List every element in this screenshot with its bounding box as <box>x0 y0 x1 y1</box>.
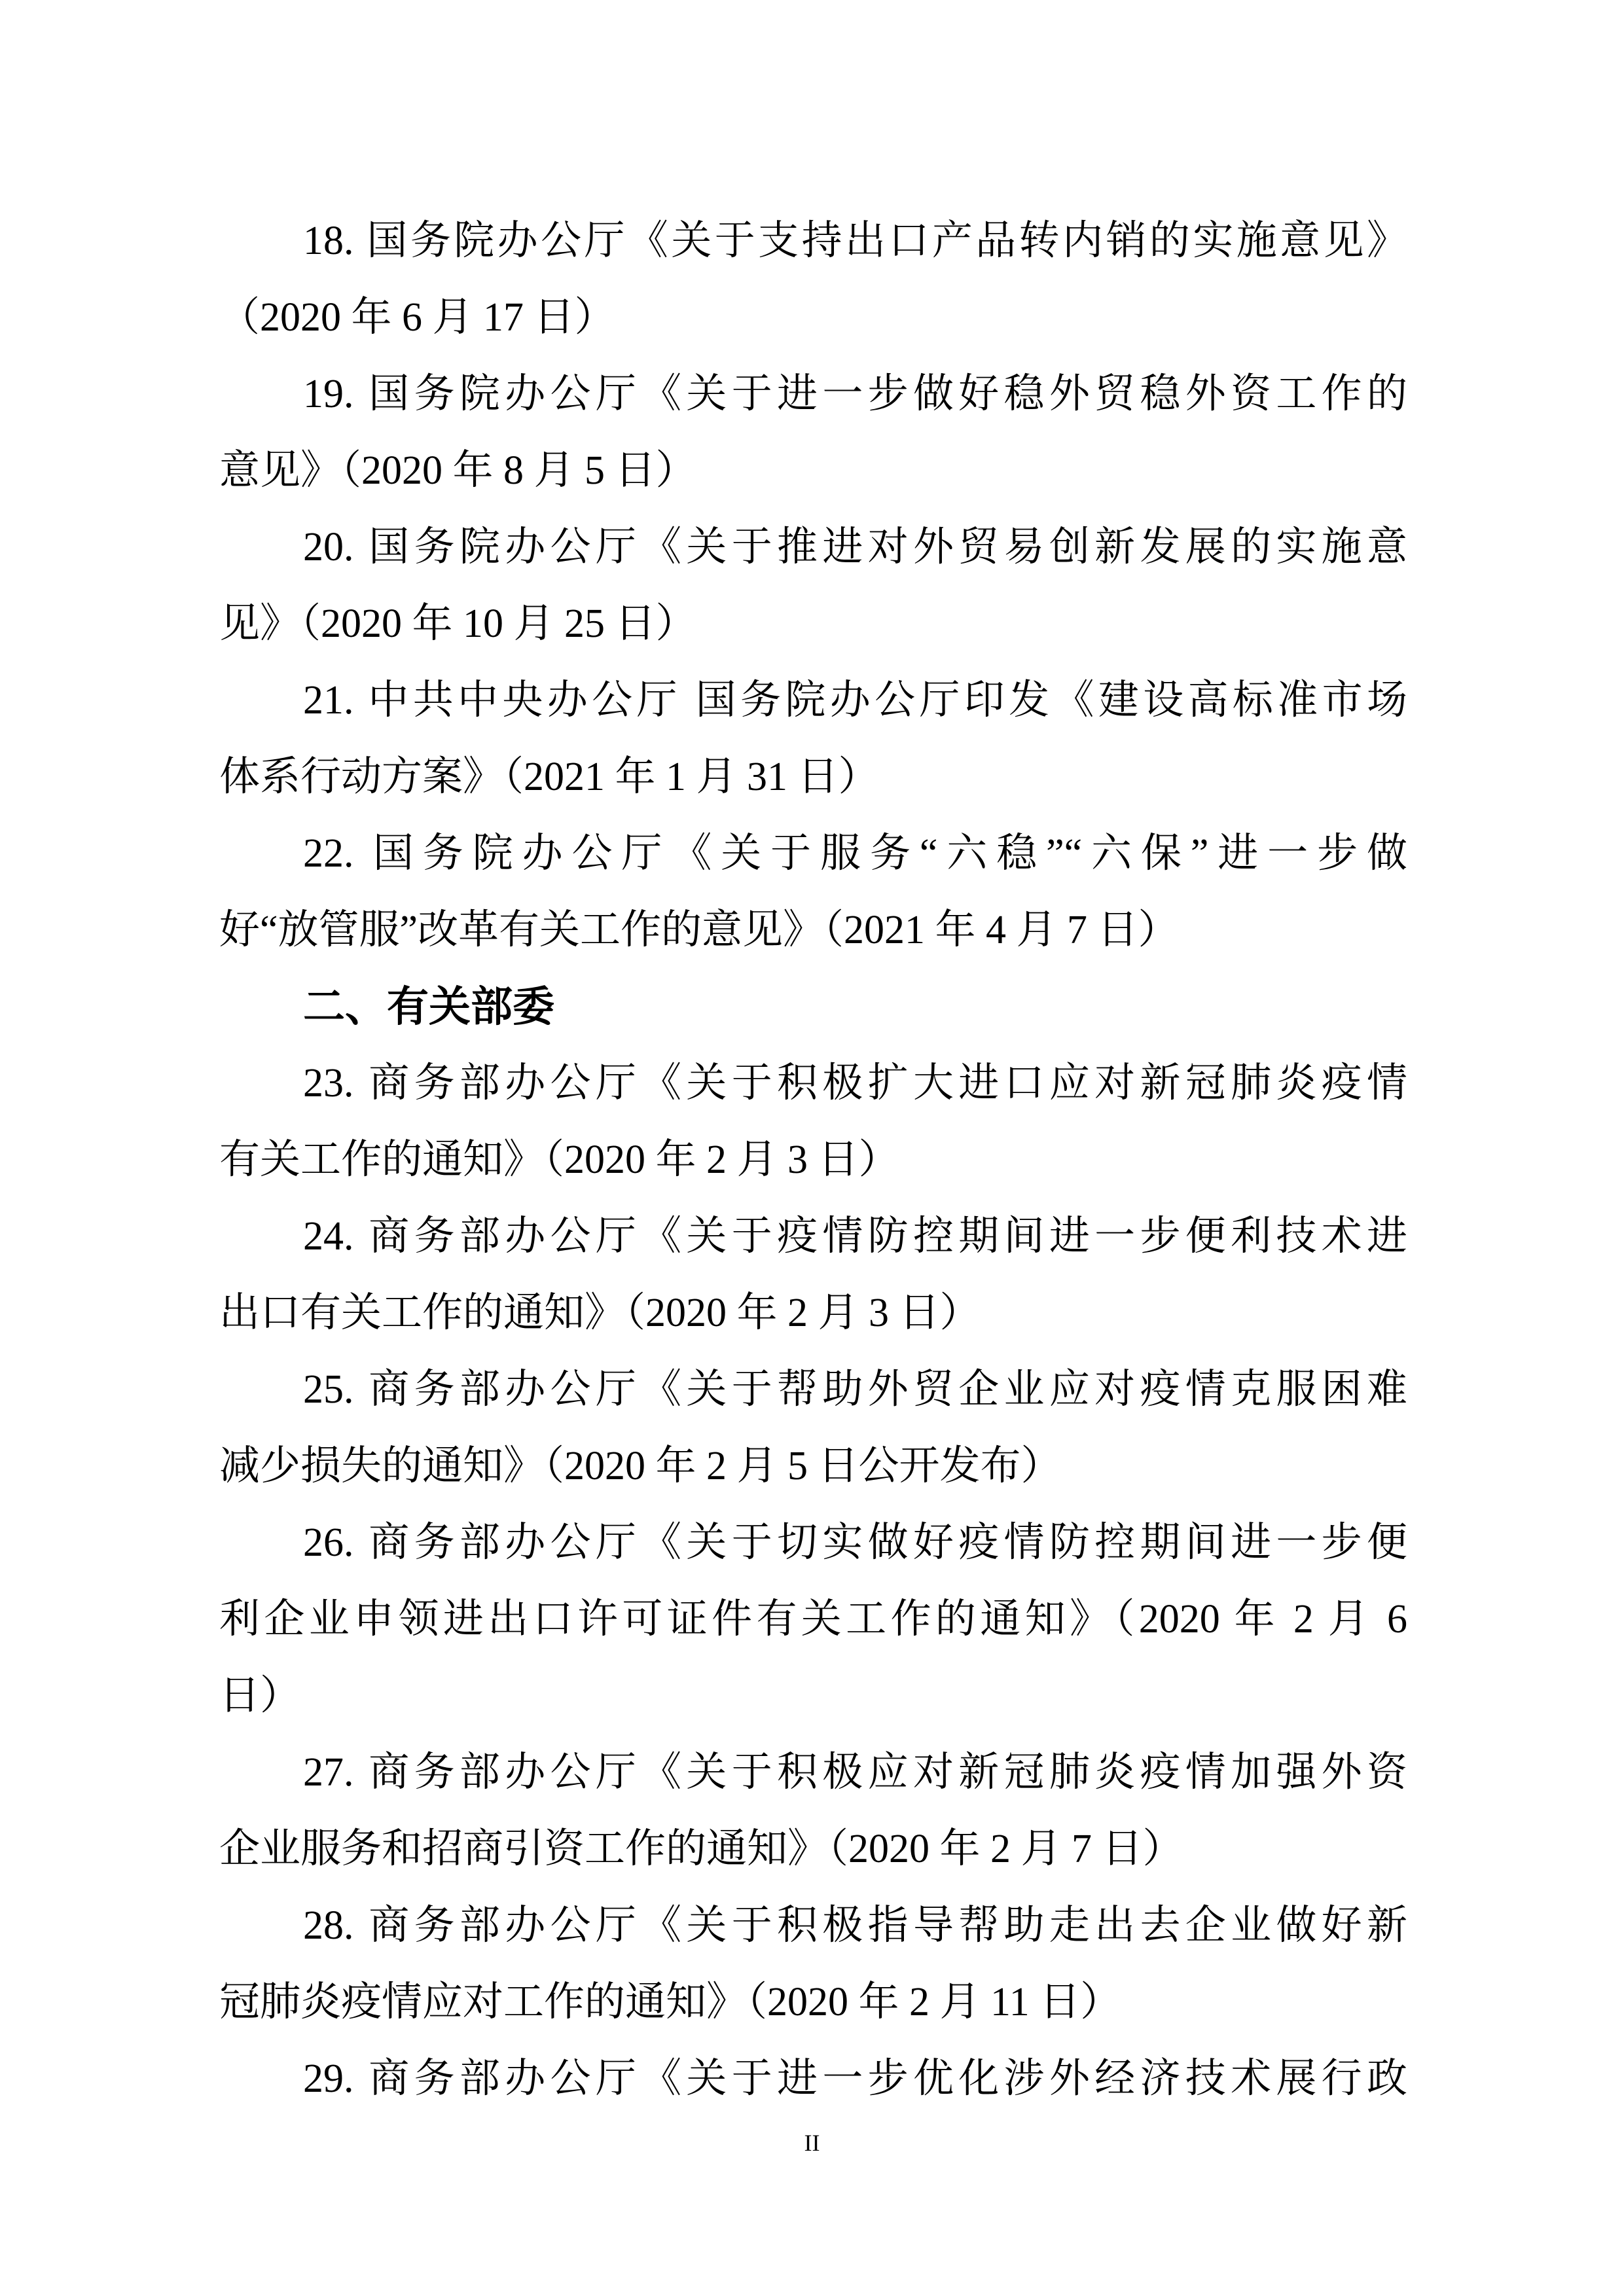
toc-line: 24. 商务部办公厅《关于疫情防控期间进一步便利技术进 <box>303 1214 1407 1259</box>
toc-line: 20. 国务院办公厅《关于推进对外贸易创新发展的实施意 <box>303 525 1407 569</box>
toc-line: 好“放管服”改革有关工作的意见》（2021 年 4 月 7 日） <box>219 908 1179 952</box>
toc-line: 29. 商务部办公厅《关于进一步优化涉外经济技术展行政 <box>303 2056 1407 2101</box>
toc-item <box>219 662 1407 816</box>
toc-item <box>219 1045 1407 1198</box>
section-heading: 二、有关部委 <box>303 983 554 1030</box>
toc-item <box>219 509 1407 662</box>
toc-line: 企业服务和招商引资工作的通知》（2020 年 2 月 7 日） <box>219 1827 1183 1871</box>
toc-line: （2020 年 6 月 17 日） <box>219 295 615 340</box>
toc-item <box>219 816 1407 969</box>
toc-line: 有关工作的通知》（2020 年 2 月 3 日） <box>219 1138 899 1182</box>
toc-line: 见》（2020 年 10 月 25 日） <box>219 601 696 646</box>
toc-line: 27. 商务部办公厅《关于积极应对新冠肺炎疫情加强外资 <box>303 1750 1407 1795</box>
toc-line: 冠肺炎疫情应对工作的通知》（2020 年 2 月 11 日） <box>219 1980 1121 2024</box>
toc-line: 18. 国务院办公厅《关于支持出口产品转内销的实施意见》 <box>303 219 1407 263</box>
toc-line: 意见》（2020 年 8 月 5 日） <box>219 448 696 493</box>
section-heading-block <box>219 969 1407 1045</box>
toc-item <box>219 1198 1407 1352</box>
toc-line: 利企业申领进出口许可证件有关工作的通知》（2020 年 2 月 6 <box>219 1597 1407 1641</box>
toc-line: 出口有关工作的通知》（2020 年 2 月 3 日） <box>219 1291 981 1335</box>
toc-item <box>219 356 1407 509</box>
toc-item <box>219 1888 1407 2041</box>
toc-line: 21. 中共中央办公厅 国务院办公厅印发《建设高标准市场 <box>303 678 1407 723</box>
toc-line: 23. 商务部办公厅《关于积极扩大进口应对新冠肺炎疫情 <box>303 1061 1407 1105</box>
toc-line: 19. 国务院办公厅《关于进一步做好稳外贸稳外资工作的 <box>303 372 1407 416</box>
toc-line: 28. 商务部办公厅《关于积极指导帮助走出去企业做好新 <box>303 1903 1407 1948</box>
toc-line: 体系行动方案》（2021 年 1 月 31 日） <box>219 755 879 799</box>
toc-item <box>219 1734 1407 1888</box>
toc-content <box>219 203 1407 2117</box>
toc-item <box>219 2041 1407 2117</box>
toc-line: 26. 商务部办公厅《关于切实做好疫情防控期间进一步便 <box>303 1520 1407 1565</box>
toc-line: 25. 商务部办公厅《关于帮助外贸企业应对疫情克服困难 <box>303 1367 1407 1412</box>
toc-item <box>219 1505 1407 1734</box>
toc-line: 日） <box>219 1674 301 1718</box>
page-number: II <box>804 2130 820 2156</box>
toc-item <box>219 203 1407 356</box>
toc-line: 减少损失的通知》（2020 年 2 月 5 日公开发布） <box>219 1444 1062 1488</box>
toc-item <box>219 1352 1407 1505</box>
toc-line: 22. 国务院办公厅《关于服务“六稳”“六保”进一步做 <box>303 831 1407 876</box>
